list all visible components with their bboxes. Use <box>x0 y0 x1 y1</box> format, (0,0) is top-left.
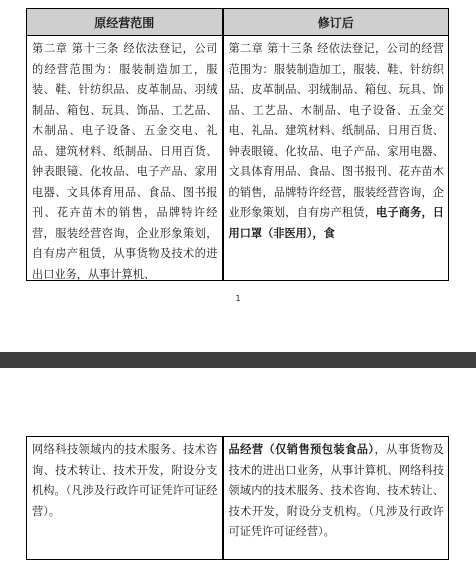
table-row <box>27 36 449 281</box>
original-scope-cell <box>27 36 223 281</box>
revised-scope-text-added-continued: 品经营（仅销售预包装食品） <box>228 443 375 456</box>
original-scope-cell-continued <box>27 437 223 560</box>
page-separator <box>0 352 476 368</box>
revised-scope-text <box>224 36 449 280</box>
revised-scope-text-normal: 第二章 第十三条 经依法登记，公司的经营范围为：服装制造加工，服装、鞋、针纺织品、皮革制品、羽绒制品、箱包、玩具、饰品、工艺品、木制品、电子设备、五金交电、礼品、建筑材料、纸制品、日用百货、钟表眼镜、化妆品、电子产品、家用电器、文具体育用品、食品、图书报刊、花卉苗木的销售，品牌特许经营，服装经营咨询，企业形象策划，自有房产租赁， <box>228 42 444 219</box>
revised-scope-text-normal-continued: ，从事货物及技术的进出口业务，从事计算机、网络科技领域内的技术服务、技术咨询、技术转让、技术开发，附设分支机构。（凡涉及行政许可证凭许可证经营）。 <box>228 443 444 538</box>
page-number: 1 <box>235 294 241 303</box>
comparison-table-page-2 <box>26 436 449 560</box>
table-row <box>27 437 449 560</box>
revised-scope-cell <box>223 36 449 281</box>
revised-scope-text-continued <box>224 437 449 559</box>
header-original-scope: 原经营范围 <box>27 9 223 36</box>
revised-scope-text-added: 电子商务，日用口罩（非医用），食 <box>228 206 444 240</box>
header-revised: 修订后 <box>223 9 449 36</box>
original-scope-text: 第二章 第十三条 经依法登记，公司的经营范围为：服装制造加工，服装、鞋、针纺织品、皮革制品、羽绒制品、箱包、玩具、饰品、工艺品、木制品、电子设备、五金交电、礼品、建筑材料、纸制品、日用百货、钟表眼镜、化妆品、电子产品、家用电器、文具体育用品、食品、图书报刊、花卉苗木的销售，品牌特许经营，服装经营咨询，企业形象策划，自有房产租赁，从事货物及技术的进出口业务，从事计算机、 <box>32 42 218 280</box>
revised-scope-cell-continued <box>223 437 449 560</box>
table-header-row <box>27 9 449 36</box>
original-scope-text-continued: 网络科技领域内的技术服务、技术咨询、技术转让、技术开发，附设分支机构。（凡涉及行政许可证凭许可证经营）。 <box>32 443 218 518</box>
comparison-table-page-1 <box>26 8 449 281</box>
